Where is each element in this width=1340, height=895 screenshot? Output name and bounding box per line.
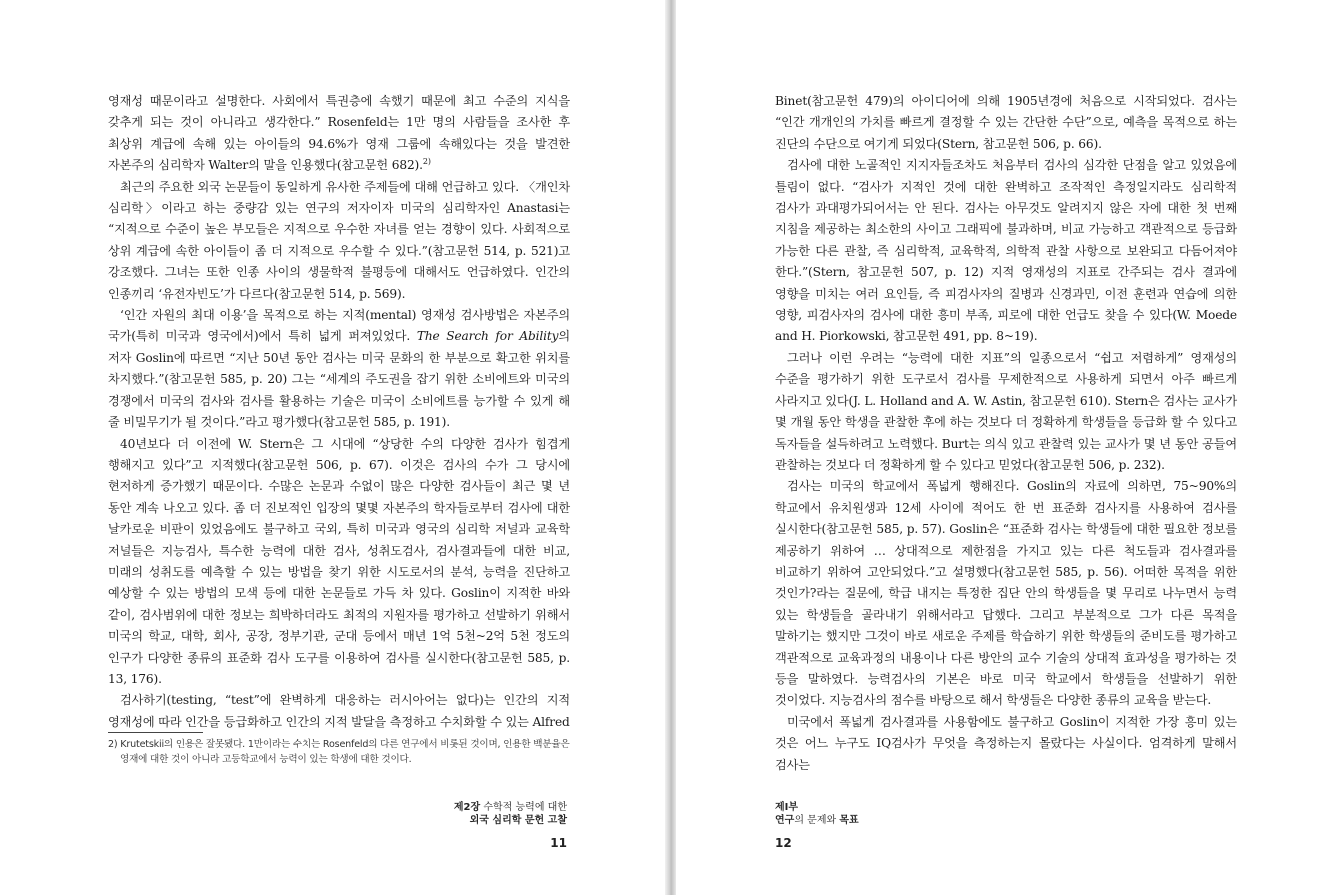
book-gutter <box>665 0 676 895</box>
page-number-right: 12 <box>775 836 792 850</box>
paragraph: 검사에 대한 노골적인 지지자들조차도 처음부터 검사의 심각한 단점을 알고 있었음에 틀림이 없다. “검사가 지적인 것에 대한 완벽하고 조작적인 측정일지라도 심리학적 검사가 과대평가되어서는 안 된다. 검사는 아무것도 알려지지 않은 자에 대한 첫 번째 지침을 제공하는 최소한의 사이고 그래픽에 불과하며, 비교 가능하고 객관적으로 등급화 가능한 다른 관찰, 즉 심리학적, 교육학적, 의학적 관찰 사항으로 보완되고 다듬어져야 한다.”(Stern, 참고문헌 507, p. 12) 지적 영재성의 지표로 간주되는 검사 결과에 영향을 미치는 여러 요인들, 즉 피검사자의 질병과 신경과민, 이전 훈련과 연습에 의한 영향, 피검사자의 검사에 대한 흥미 부족, 피로에 대한 언급도 찾을 수 있다(W. Moede and H. Piorkowski, 참고문헌 491, pp. 8~19). <box>775 158 1237 344</box>
footnote: 2) Krutetskii의 인용은 잘못됐다. 1만이라는 수치는 Rosenfeld의 다른 연구에서 비롯된 것이며, 인용한 백분율은 영재에 대한 것이 아니라 고등학교에서 능력이 있는 학생에 대한 것이다. <box>108 739 570 765</box>
right-page <box>676 0 1340 895</box>
paragraph: ‘인간 자원의 최대 이용’을 목적으로 하는 지적(mental) 영재성 검사방법은 자본주의 국가(특히 미국과 영국에서)에서 특히 넓게 퍼져있었다. The Search for Ability의 저자 Goslin에 따르면 “지난 50년 동안 검사는 미국 문화의 한 부분으로 확고한 위치를 차지했다.”(참고문헌 585, p. 20) 그는 “세계의 주도권을 잡기 위한 소비에트와 미국의 경쟁에서 미국의 검사와 검사를 활용하는 기술은 미국이 소비에트를 능가할 수 있게 해 줄 비밀무기가 될 것이다.”라고 평가했다(참고문헌 585, p. 191). <box>108 308 570 430</box>
footnote-divider <box>108 732 203 733</box>
running-head-left: 제2장 수학적 능력에 대한 외국 심리학 문헌 고찰 <box>453 802 567 826</box>
right-body-text <box>775 91 1237 776</box>
running-head-right: 제I부 연구의 문제와 목표 <box>775 802 859 826</box>
paragraph: Binet(참고문헌 479)의 아이디어에 의해 1905년경에 처음으로 시작되었다. 검사는 “인간 개개인의 가치를 빠르게 결정할 수 있는 간단한 수단”으로, 예측을 목적으로 하는 진단의 수단으로 여기게 되었다(Stern, 참고문헌 506, p. 66). <box>775 94 1237 151</box>
paragraph: 40년보다 더 이전에 W. Stern은 그 시대에 “상당한 수의 다양한 검사가 힘겹게 행해지고 있다”고 지적했다(참고문헌 506, p. 67). 이것은 검사의 수가 그 당시에 현저하게 증가했기 때문이다. 수많은 논문과 수없이 많은 다양한 검사들이 최근 몇 년 동안 계속 나오고 있다. 좀 더 진보적인 입장의 몇몇 자본주의 학자들로부터 검사에 대한 날카로운 비판이 있었음에도 불구하고 국외, 특히 미국과 영국의 심리학 저널과 교육학 저널들은 지능검사, 특수한 능력에 대한 검사, 성취도검사, 검사결과들에 대한 비교, 미래의 성취도를 예측할 수 있는 방법을 찾기 위한 시도로서의 분석, 능력을 진단하고 예상할 수 있는 방법의 모색 등에 대한 논문들로 가득 차 있다. Goslin이 지적한 바와 같이, 검사범위에 대한 정보는 희박하더라도 최적의 지원자를 평가하고 선발하기 위해서 미국의 학교, 대학, 회사, 공장, 정부기관, 군대 등에서 매년 1억 5천~2억 5천 정도의 인구가 다양한 종류의 표준화 검사 도구를 이용하여 검사를 실시한다(참고문헌 585, p. 13, 176). <box>108 436 570 686</box>
footnote-marker: 2) <box>422 157 431 167</box>
book-title: The Search for Ability <box>416 329 559 344</box>
page-number-left: 11 <box>550 836 567 850</box>
paragraph: 최근의 주요한 외국 논문들이 동일하게 유사한 주제들에 대해 언급하고 있다. 〈개인차 심리학〉이라고 하는 중량감 있는 연구의 저자이자 미국의 심리학자인 Anastasi는 “지적으로 수준이 높은 부모들은 지적으로 우수한 자녀를 얻는 경향이 있다. 사회적으로 상위 계급에 속한 아이들이 좀 더 지적으로 우수할 수 있다.”(참고문헌 514, p. 521)고 강조했다. 그녀는 또한 인종 사이의 생물학적 불평등에 대해서도 언급하였다. 인간의 인종끼리 ‘유전자빈도’가 다르다(참고문헌 514, p. 569). <box>108 179 570 301</box>
left-body-text <box>108 91 570 733</box>
left-page <box>0 0 665 895</box>
paragraph: 검사하기(testing, “test”에 완벽하게 대응하는 러시아어는 없다)는 인간의 지적 영재성에 따라 인간을 등급화하고 인간의 지적 발달을 측정하고 수치화할 수 있는 Alfred <box>108 693 570 729</box>
paragraph: 검사는 미국의 학교에서 폭넓게 행해진다. Goslin의 자료에 의하면, 75~90%의 학교에서 유치원생과 12세 사이에 적어도 한 번 표준화 검사지를 사용하여 검사를 실시한다(참고문헌 585, p. 57). Goslin은 “표준화 검사는 학생들에 대한 필요한 정보를 제공하기 위하여 … 상대적으로 제한점을 가지고 있는 다른 척도들과 검사결과를 비교하기 위하여 고안되었다.”고 설명했다(참고문헌 585, p. 56). 어떠한 목적을 위한 것인가?라는 질문에, 학급 내지는 특정한 집단 안의 학생들을 몇 무리로 나누면서 능력 있는 학생들을 골라내기 위해서라고 답했다. 그리고 부분적으로 그가 다른 목적을 말하기는 했지만 그것이 바로 새로운 주제를 학습하기 위한 학생들의 준비도를 평가하고 객관적으로 교육과정의 내용이나 다른 방안의 교수 기술의 상대적 효과성을 평가하는 것 등을 말하였다. 능력검사의 기본은 바로 미국 학교에서 학생들을 선발하기 위한 것이었다. 지능검사의 점수를 바탕으로 해서 학생들은 다양한 종류의 교육을 받는다. <box>775 479 1237 708</box>
paragraph: 미국에서 폭넓게 검사결과를 사용함에도 불구하고 Goslin이 지적한 가장 흥미 있는 것은 어느 누구도 IQ검사가 무엇을 측정하는지 몰랐다는 사실이다. 엄격하게 말해서 검사는 <box>775 714 1237 772</box>
paragraph: 그러나 이런 우려는 “능력에 대한 지표”의 일종으로서 “쉽고 저렴하게” 영재성의 수준을 평가하기 위한 도구로서 검사를 무제한적으로 사용하게 되면서 아주 빠르게 사라지고 있다(J. L. Holland and A. W. Astin, 참고문헌 610). Stern은 검사는 교사가 몇 개월 동안 학생을 관찰한 후에 하는 것보다 더 정확하게 학생들을 등급화 할 수 있다고 독자들을 설득하려고 노력했다. Burt는 의식 있고 관찰력 있는 교사가 몇 년 동안 공들여 관찰하는 것보다 더 정확하게 할 수 있다고 믿었다(참고문헌 506, p. 232). <box>775 350 1237 472</box>
paragraph: 영재성 때문이라고 설명한다. 사회에서 특권층에 속했기 때문에 최고 수준의 지식을 갖추게 되는 것이 아니라고 생각한다.” Rosenfeld는 1만 명의 사람들을 조사한 후 최상위 계급에 속해 있는 아이들의 94.6%가 영재 그룹에 속해있다는 것을 발견한 자본주의 심리학자 Walter의 말을 인용했다(참고문헌 682).$^{2)}$ <box>108 94 570 173</box>
